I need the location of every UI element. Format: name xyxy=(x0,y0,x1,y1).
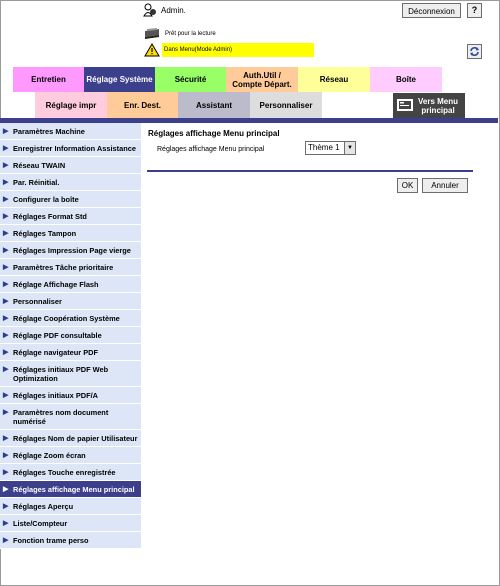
sidebar-item-label: Par. Réinitial. xyxy=(13,178,60,187)
sidebar-item-label: Réglages Nom de papier Utilisateur xyxy=(13,434,138,443)
arrow-right-icon: ▶ xyxy=(3,298,9,305)
main-menu-button[interactable] xyxy=(393,93,465,118)
tab-assistant[interactable]: Assistant xyxy=(178,92,250,118)
sidebar-item[interactable] xyxy=(0,310,141,327)
tab-enr-dest[interactable]: Enr. Dest. xyxy=(107,92,178,118)
sidebar-item[interactable] xyxy=(0,242,141,259)
ok-button[interactable]: OK xyxy=(397,178,418,193)
help-button[interactable]: ? xyxy=(467,3,482,18)
sidebar-item[interactable] xyxy=(0,191,141,208)
arrow-right-icon: ▶ xyxy=(3,213,9,220)
sidebar-item-label: Réglage Zoom écran xyxy=(13,451,86,460)
sidebar-item[interactable] xyxy=(0,174,141,191)
sidebar-item[interactable] xyxy=(0,481,141,498)
arrow-right-icon: ▶ xyxy=(3,366,9,373)
refresh-button[interactable] xyxy=(467,44,482,59)
tab-auth-compte[interactable]: Auth.Util / Compte Départ. xyxy=(226,67,298,92)
sidebar-item-label: Réglages initiaux PDF Web Optimization xyxy=(13,365,109,383)
sidebar-item-label: Réglages Aperçu xyxy=(13,502,74,511)
arrow-right-icon: ▶ xyxy=(3,537,9,544)
sidebar-item[interactable] xyxy=(0,387,141,404)
arrow-right-icon: ▶ xyxy=(3,179,9,186)
sidebar-item[interactable] xyxy=(0,293,141,310)
sidebar-item[interactable] xyxy=(0,344,141,361)
arrow-right-icon: ▶ xyxy=(3,503,9,510)
sidebar-item[interactable] xyxy=(0,498,141,515)
chevron-down-icon: ▼ xyxy=(344,142,355,154)
tab-personnaliser[interactable]: Personnaliser xyxy=(250,92,322,118)
sidebar-item-label: Réglages Format Std xyxy=(13,212,87,221)
sidebar-item[interactable] xyxy=(0,208,141,225)
arrow-right-icon: ▶ xyxy=(3,281,9,288)
sidebar-item-label: Réglage Affichage Flash xyxy=(13,280,99,289)
sidebar-item[interactable] xyxy=(0,157,141,174)
tab-entretien[interactable]: Entretien xyxy=(13,67,84,92)
main-menu-label: Vers Menu principal xyxy=(417,96,458,115)
arrow-right-icon: ▶ xyxy=(3,332,9,339)
sidebar-item[interactable] xyxy=(0,447,141,464)
sidebar-item-label: Paramètres Tâche prioritaire xyxy=(13,263,114,272)
arrow-right-icon: ▶ xyxy=(3,128,9,135)
sidebar-item-label: Réglage navigateur PDF xyxy=(13,348,99,357)
tab-reglage-systeme[interactable]: Réglage Système xyxy=(84,67,155,92)
arrow-right-icon: ▶ xyxy=(3,230,9,237)
tab-reseau[interactable]: Réseau xyxy=(298,67,370,92)
status-ready-text: Prêt pour la lecture xyxy=(165,31,216,37)
sidebar xyxy=(0,123,141,549)
arrow-right-icon: ▶ xyxy=(3,409,9,416)
sidebar-item-label: Réglages Tampon xyxy=(13,229,77,238)
arrow-right-icon: ▶ xyxy=(3,520,9,527)
sidebar-item-label: Fonction trame perso xyxy=(13,536,89,545)
sidebar-item[interactable] xyxy=(0,515,141,532)
arrow-right-icon: ▶ xyxy=(3,349,9,356)
tab-securite[interactable]: Sécurité xyxy=(155,67,226,92)
sidebar-item-label: Réglages affichage Menu principal xyxy=(13,485,135,494)
sidebar-item[interactable] xyxy=(0,259,141,276)
sidebar-item[interactable] xyxy=(0,464,141,481)
sidebar-item[interactable] xyxy=(0,225,141,242)
arrow-right-icon: ▶ xyxy=(3,196,9,203)
admin-user-icon xyxy=(143,3,157,17)
page-title: Réglages affichage Menu principal xyxy=(148,129,280,138)
admin-label: Admin. xyxy=(161,6,186,15)
arrow-right-icon: ▶ xyxy=(3,264,9,271)
printer-icon xyxy=(143,27,161,39)
sidebar-item[interactable] xyxy=(0,276,141,293)
warning-icon xyxy=(144,43,160,57)
arrow-right-icon: ▶ xyxy=(3,486,9,493)
theme-select-value: Thème 1 xyxy=(308,143,340,152)
sidebar-item[interactable] xyxy=(0,123,141,140)
sidebar-item[interactable] xyxy=(0,140,141,157)
tab-reglage-impr[interactable]: Réglage impr xyxy=(35,92,107,118)
arrow-right-icon: ▶ xyxy=(3,452,9,459)
sidebar-item-label: Paramètres nom document numérisé xyxy=(13,408,109,426)
sidebar-item-label: Réseau TWAIN xyxy=(13,161,66,170)
sidebar-item-label: Réglage PDF consultable xyxy=(13,331,102,340)
arrow-right-icon: ▶ xyxy=(3,162,9,169)
tab-boite[interactable]: Boîte xyxy=(370,67,442,92)
logout-button[interactable]: Déconnexion xyxy=(402,3,461,18)
sidebar-item-label: Configurer la boîte xyxy=(13,195,79,204)
refresh-icon xyxy=(468,45,481,58)
sidebar-item-label: Enregistrer Information Assistance xyxy=(13,144,136,153)
arrow-right-icon: ▶ xyxy=(3,145,9,152)
sidebar-item-label: Réglages initiaux PDF/A xyxy=(13,391,99,400)
sidebar-item[interactable] xyxy=(0,361,141,387)
sidebar-item-label: Personnaliser xyxy=(13,297,62,306)
sidebar-item[interactable] xyxy=(0,532,141,549)
sidebar-item[interactable] xyxy=(0,430,141,447)
theme-select[interactable] xyxy=(305,141,356,155)
field-label: Réglages affichage Menu principal xyxy=(157,146,265,153)
main-divider xyxy=(147,170,473,172)
cancel-button[interactable]: Annuler xyxy=(422,178,468,193)
arrow-right-icon: ▶ xyxy=(3,435,9,442)
arrow-right-icon: ▶ xyxy=(3,392,9,399)
menu-screen-icon xyxy=(397,99,413,111)
arrow-right-icon: ▶ xyxy=(3,469,9,476)
arrow-right-icon: ▶ xyxy=(3,315,9,322)
sidebar-item-label: Liste/Compteur xyxy=(13,519,68,528)
status-mode-text: Dans Menu(Mode Admin) xyxy=(162,43,314,57)
sidebar-item-label: Réglages Touche enregistrée xyxy=(13,468,116,477)
sidebar-item[interactable] xyxy=(0,404,141,430)
sidebar-item-label: Réglages Impression Page vierge xyxy=(13,246,131,255)
sidebar-item[interactable] xyxy=(0,327,141,344)
sidebar-item-label: Paramètres Machine xyxy=(13,127,85,136)
arrow-right-icon: ▶ xyxy=(3,247,9,254)
sidebar-item-label: Réglage Coopération Système xyxy=(13,314,120,323)
